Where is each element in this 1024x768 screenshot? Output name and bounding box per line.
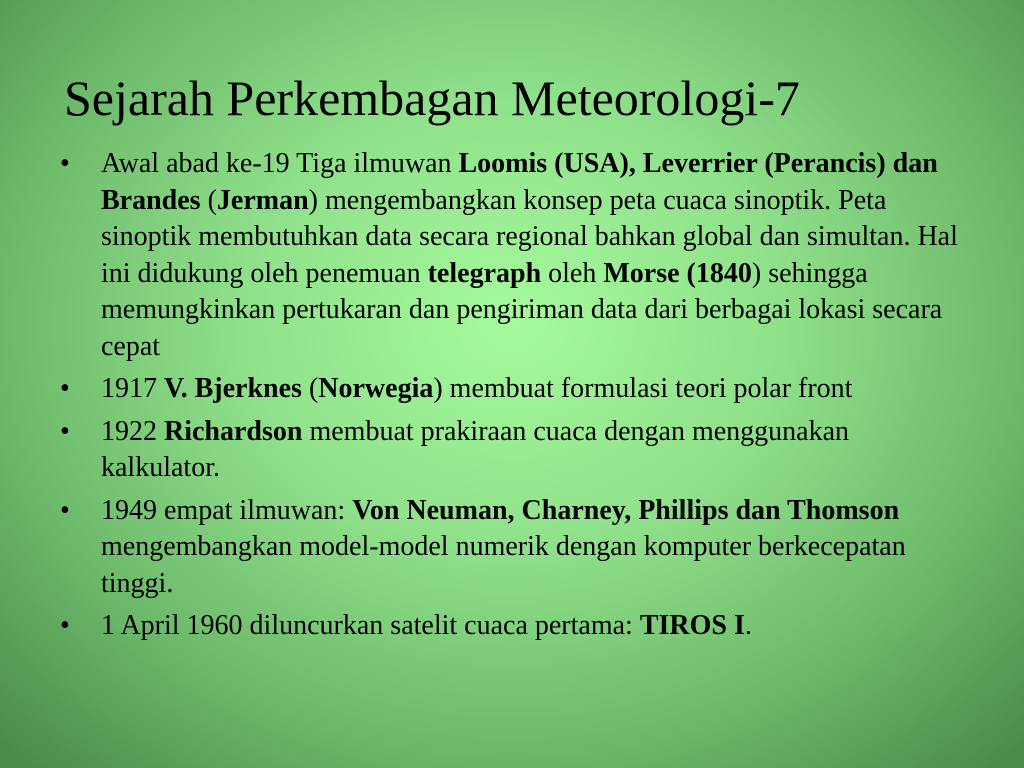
bullet-list	[60, 146, 960, 651]
bold-text: Richardson	[164, 415, 303, 447]
text-segment: oleh	[541, 257, 604, 289]
text-segment: membuat prakiraan cuaca dengan menggunakan kalkulator.	[101, 415, 850, 483]
bold-text: telegraph	[427, 257, 542, 289]
bullet-text	[101, 416, 849, 484]
text-segment: mengembangkan model-model numerik dengan komputer berkecepatan tinggi.	[101, 531, 906, 599]
text-segment: (	[200, 184, 217, 216]
slide-title: Sejarah Perkembagan Meteorologi-7	[64, 70, 800, 126]
bullet-item	[60, 414, 960, 487]
bullet-item	[60, 371, 960, 408]
bullet-item	[60, 146, 960, 365]
bold-text: Jerman	[216, 184, 309, 216]
bold-text: Loomis (USA), Leverrier (Perancis) dan Brandes	[101, 148, 938, 216]
text-segment: 1949 empat ilmuwan:	[101, 494, 353, 526]
bold-text: TIROS I	[639, 610, 745, 641]
bullet-item	[60, 493, 960, 603]
text-segment: .	[744, 610, 752, 641]
text-segment: ) mengembangkan konsep peta cuaca sinoptik. Peta sinoptik membutuhkan data secara regional bahkan global dan simultan. Hal ini didukung oleh penemuan	[101, 184, 958, 289]
bullet-text	[101, 610, 752, 641]
bullet-marker: •	[60, 148, 70, 179]
bullet-text	[101, 148, 958, 362]
bold-text: Norwegia	[318, 373, 434, 404]
bullet-marker: •	[60, 494, 70, 526]
text-segment: ) sehingga memungkinkan pertukaran dan pengiriman data dari berbagai lokasi secara cepat	[101, 257, 943, 362]
text-segment: 1 April 1960 diluncurkan satelit cuaca pertama:	[101, 610, 640, 641]
bullet-marker: •	[60, 373, 70, 404]
bold-text: V. Bjerknes	[164, 373, 302, 404]
bold-text: Von Neuman, Charney, Phillips dan Thomson	[352, 494, 900, 526]
text-segment: Awal abad ke-19 Tiga ilmuwan	[101, 148, 459, 179]
bullet-text	[101, 373, 852, 404]
bullet-text	[101, 495, 906, 599]
bullet-item	[60, 608, 960, 645]
text-segment: (	[301, 373, 319, 404]
text-segment: 1917	[101, 373, 164, 404]
bullet-marker: •	[60, 610, 70, 641]
text-segment: 1922	[101, 415, 164, 447]
text-segment: ) membuat formulasi teori polar front	[433, 373, 853, 404]
bullet-marker: •	[60, 415, 70, 447]
bold-text: Morse (1840	[603, 257, 752, 289]
